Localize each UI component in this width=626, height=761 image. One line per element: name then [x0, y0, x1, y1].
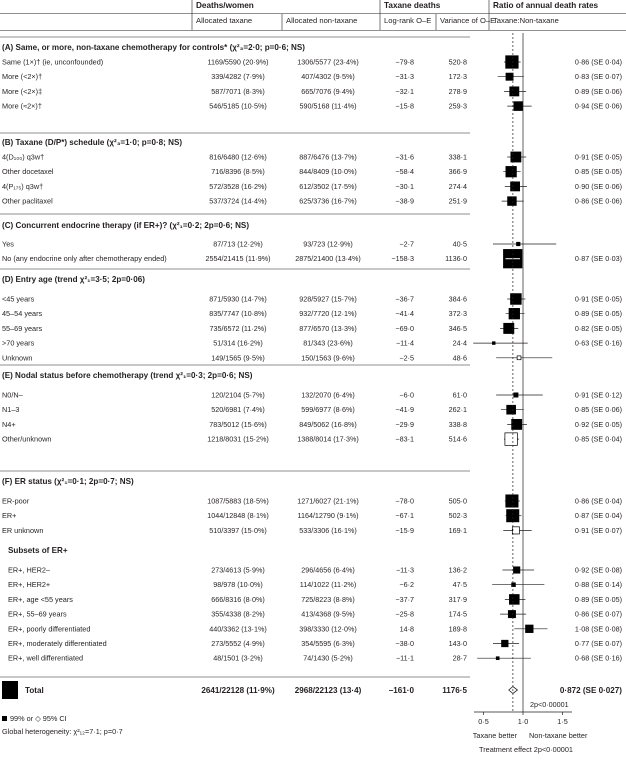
logrank-value: −41·9 — [395, 405, 414, 415]
total-legend-square — [2, 681, 18, 699]
row-label: More (≈2×)† — [2, 101, 42, 111]
logrank-value: −38·9 — [395, 196, 414, 206]
logrank-value: −38·0 — [395, 639, 414, 648]
taxane-value: 1169/5590 (20·9%) — [207, 57, 269, 67]
variance-value: 40·5 — [452, 239, 467, 249]
ratio-estimate: 0·86 (SE 0·04) — [574, 57, 622, 67]
row-label: 4(D₁₀₀) q3w† — [2, 152, 45, 162]
header-logrank: Log-rank O–E — [384, 16, 432, 25]
estimate-square — [502, 640, 509, 647]
row-label: Yes — [2, 239, 14, 249]
ratio-estimate: 0·94 (SE 0·06) — [574, 101, 622, 111]
variance-value: 1136·0 — [445, 254, 467, 264]
taxane-value: 783/5012 (15·6%) — [209, 419, 267, 429]
nontaxane-value: 1388/8014 (17·3%) — [297, 434, 359, 444]
logrank-value: −69·0 — [395, 323, 414, 333]
row-label: Other/unknown — [2, 434, 52, 444]
taxane-value: 572/3528 (16·2%) — [209, 181, 267, 191]
logrank-value: −41·4 — [395, 309, 414, 319]
x-tick-label: 1·0 — [517, 717, 529, 726]
estimate-square — [514, 393, 518, 397]
taxane-value: 666/8316 (8·0%) — [211, 594, 265, 604]
estimate-square — [506, 166, 517, 177]
taxane-value: 520/6981 (7·4%) — [211, 405, 265, 415]
variance-value: 366·9 — [448, 167, 467, 177]
header-taxane-deaths: Taxane deaths — [384, 1, 441, 10]
variance-value: 174·5 — [448, 609, 467, 619]
variance-value: 189·8 — [448, 624, 467, 634]
axis-right-label: Non-taxane better — [529, 731, 588, 740]
logrank-value: −78·0 — [395, 496, 414, 506]
total-logrank: −161·0 — [388, 686, 414, 695]
nontaxane-value: 725/8223 (8·8%) — [301, 594, 355, 604]
nontaxane-value: 398/3330 (12·0%) — [299, 624, 357, 634]
nontaxane-value: 354/5595 (6·3%) — [301, 639, 355, 648]
taxane-value: 1087/5883 (18·5%) — [207, 496, 269, 506]
variance-value: 520·8 — [448, 57, 467, 67]
row-label: ER+, poorly differentiated — [8, 624, 91, 634]
taxane-value: 835/7747 (10·8%) — [209, 309, 267, 319]
variance-value: 384·6 — [448, 294, 467, 304]
nontaxane-value: 407/4302 (9·5%) — [301, 72, 355, 82]
estimate-square — [512, 527, 519, 534]
estimate-square — [507, 510, 519, 522]
estimate-square — [514, 102, 523, 111]
estimate-square — [506, 495, 518, 507]
estimate-square — [504, 323, 514, 333]
logrank-value: −79·8 — [395, 57, 414, 67]
taxane-value: 149/1565 (9·5%) — [211, 353, 265, 363]
nontaxane-value: 849/5062 (16·8%) — [299, 419, 357, 429]
nontaxane-value: 887/6476 (13·7%) — [299, 152, 357, 162]
variance-value: 505·0 — [448, 496, 467, 506]
row-label: ER+ — [2, 511, 17, 521]
section-title: (F) ER status (χ²₁=0·1; 2p=0·7; NS) — [2, 477, 134, 486]
variance-value: 338·1 — [448, 152, 467, 162]
nontaxane-value: 932/7720 (12·1%) — [299, 309, 357, 319]
nontaxane-value: 74/1430 (5·2%) — [303, 653, 353, 663]
estimate-square — [511, 182, 520, 191]
taxane-value: 546/5185 (10·5%) — [209, 101, 267, 111]
variance-value: 514·6 — [448, 434, 467, 444]
row-label: Same (1×)† (ie, unconfounded) — [2, 57, 104, 67]
logrank-value: −2·5 — [399, 353, 414, 363]
taxane-value: 510/3397 (15·0%) — [209, 525, 267, 535]
row-label: Other paclitaxel — [2, 196, 53, 206]
estimate-square — [512, 419, 522, 429]
ratio-estimate: 0·91 (SE 0·05) — [574, 152, 622, 162]
variance-value: 143·0 — [448, 639, 467, 648]
nontaxane-value: 844/8409 (10·0%) — [299, 167, 357, 177]
logrank-value: −83·1 — [395, 434, 414, 444]
total-estimate: 0·872 (SE 0·027) — [559, 686, 622, 695]
estimate-square — [509, 594, 519, 604]
variance-value: 502·3 — [448, 511, 467, 521]
header-variance: Variance of O–E — [440, 16, 496, 25]
variance-value: 338·8 — [448, 419, 467, 429]
logrank-value: −15·8 — [395, 101, 414, 111]
estimate-square — [508, 610, 515, 617]
row-label: 55–69 years — [2, 323, 43, 333]
taxane-value: 735/6572 (11·2%) — [209, 323, 267, 333]
logrank-value: −11·1 — [395, 653, 414, 663]
header-ratio-sub: Taxane:Non-taxane — [493, 16, 559, 25]
ratio-estimate: 0·87 (SE 0·04) — [574, 511, 622, 521]
logrank-value: −158·3 — [391, 254, 414, 264]
nontaxane-value: 533/3306 (16·1%) — [299, 525, 357, 535]
taxane-value: 1044/12848 (8·1%) — [207, 511, 269, 521]
total-nontaxane: 2968/22123 (13·4) — [294, 686, 362, 695]
logrank-value: −6·0 — [399, 390, 414, 400]
section-title: (B) Taxane (D/P*) schedule (χ²₃=1·0; p=0·8; NS) — [2, 138, 183, 147]
row-label: N1–3 — [2, 405, 20, 415]
total-p-value: 2p<0·00001 — [530, 700, 569, 709]
x-tick-label: 0·5 — [478, 717, 489, 726]
nontaxane-value: 413/4368 (9·5%) — [301, 609, 355, 619]
estimate-square — [512, 583, 516, 587]
taxane-value: 2554/21415 (11·9%) — [205, 254, 271, 264]
header-deaths-women: Deaths/women — [196, 1, 254, 10]
nontaxane-value: 625/3736 (16·7%) — [299, 196, 357, 206]
variance-value: 48·6 — [452, 353, 467, 363]
legend-square — [2, 716, 7, 721]
axis-left-label: Taxane better — [472, 731, 517, 740]
row-label: Unknown — [2, 353, 33, 363]
estimate-square — [510, 294, 521, 305]
estimate-square — [506, 73, 513, 80]
taxane-value: 273/5552 (4·9%) — [211, 639, 265, 648]
estimate-square — [513, 567, 519, 573]
row-label: More (<2×)† — [2, 72, 43, 82]
ratio-estimate: 0·85 (SE 0·04) — [574, 434, 622, 444]
nontaxane-value: 114/1022 (11·2%) — [299, 580, 357, 590]
estimate-square — [506, 56, 519, 69]
nontaxane-value: 928/5927 (15·7%) — [299, 294, 357, 304]
estimate-square — [496, 657, 499, 660]
nontaxane-value: 665/7076 (9·4%) — [301, 86, 355, 96]
row-label: <45 years — [2, 294, 35, 304]
variance-value: 372·3 — [448, 309, 467, 319]
variance-value: 172·3 — [448, 72, 467, 82]
total-variance: 1176·5 — [442, 686, 467, 695]
variance-value: 317·9 — [448, 594, 467, 604]
ratio-estimate: 0·89 (SE 0·05) — [574, 594, 622, 604]
ratio-estimate: 0·86 (SE 0·06) — [574, 196, 622, 206]
ratio-estimate: 0·68 (SE 0·16) — [574, 653, 622, 663]
ratio-estimate: 0·86 (SE 0·07) — [574, 609, 622, 619]
variance-value: 24·4 — [452, 338, 467, 348]
ratio-estimate: 0·63 (SE 0·16) — [574, 338, 622, 348]
taxane-value: 816/6480 (12·6%) — [209, 152, 267, 162]
taxane-value: 51/314 (16·2%) — [213, 338, 263, 348]
logrank-value: −25·8 — [395, 609, 414, 619]
total-taxane: 2641/22128 (11·9%) — [201, 686, 275, 695]
estimate-square — [511, 152, 521, 162]
legend-heterogeneity: Global heterogeneity: χ²₁₂=7·1; p=0·7 — [2, 727, 123, 736]
estimate-square — [492, 342, 495, 345]
row-label: N4+ — [2, 419, 16, 429]
nontaxane-value: 590/5168 (11·4%) — [299, 101, 357, 111]
nontaxane-value: 2875/21400 (13·4%) — [295, 254, 361, 264]
ratio-estimate: 0·92 (SE 0·08) — [574, 565, 622, 575]
logrank-value: −36·7 — [395, 294, 414, 304]
nontaxane-value: 877/6570 (13·3%) — [299, 323, 357, 333]
ratio-estimate: 0·92 (SE 0·05) — [574, 419, 622, 429]
estimate-square — [517, 356, 521, 360]
row-label: ER+, HER2– — [8, 565, 50, 575]
row-label: More (<2×)‡ — [2, 86, 43, 96]
ratio-estimate: 0·82 (SE 0·05) — [574, 323, 622, 333]
row-label: ER+, age <55 years — [8, 594, 73, 604]
nontaxane-value: 296/4656 (6·4%) — [301, 565, 355, 575]
x-tick-label: 1·5 — [557, 717, 568, 726]
estimate-square — [507, 405, 516, 414]
header-ratio-title: Ratio of annual death rates — [493, 1, 599, 10]
logrank-value: −11·4 — [395, 338, 414, 348]
variance-value: 274·4 — [448, 181, 467, 191]
variance-value: 262·1 — [448, 405, 467, 415]
row-label: Other docetaxel — [2, 167, 54, 177]
variance-value: 61·0 — [452, 390, 467, 400]
logrank-value: −2·7 — [399, 239, 414, 249]
taxane-value: 716/8396 (8·5%) — [211, 167, 265, 177]
variance-value: 47·5 — [452, 580, 467, 590]
total-label: Total — [25, 686, 44, 695]
header-allocated-taxane: Allocated taxane — [196, 16, 253, 25]
logrank-value: −58·4 — [395, 167, 414, 177]
nontaxane-value: 132/2070 (6·4%) — [301, 390, 355, 400]
logrank-value: 14·8 — [399, 624, 414, 634]
row-label: ER+, moderately differentiated — [8, 639, 107, 648]
nontaxane-value: 81/343 (23·6%) — [303, 338, 353, 348]
taxane-value: 98/978 (10·0%) — [213, 580, 263, 590]
logrank-value: −15·9 — [395, 525, 414, 535]
taxane-value: 440/3362 (13·1%) — [209, 624, 267, 634]
ratio-estimate: 0·91 (SE 0·05) — [574, 294, 622, 304]
logrank-value: −32·1 — [395, 86, 414, 96]
nontaxane-value: 599/6977 (8·6%) — [301, 405, 355, 415]
estimate-square — [509, 308, 520, 319]
taxane-value: 87/713 (12·2%) — [213, 239, 263, 249]
row-label: ER+, HER2+ — [8, 580, 51, 590]
ratio-estimate: 1·08 (SE 0·08) — [574, 624, 622, 634]
taxane-value: 537/3724 (14·4%) — [209, 196, 267, 206]
ratio-estimate: 0·87 (SE 0·03) — [574, 254, 622, 264]
legend-ci: 99% or ◇ 95% CI — [10, 714, 67, 723]
variance-value: 28·7 — [452, 653, 467, 663]
variance-value: 278·9 — [448, 86, 467, 96]
ratio-estimate: 0·85 (SE 0·06) — [574, 405, 622, 415]
ratio-estimate: 0·89 (SE 0·06) — [574, 86, 622, 96]
ratio-estimate: 0·86 (SE 0·04) — [574, 496, 622, 506]
taxane-value: 587/7071 (8·3%) — [211, 86, 265, 96]
ratio-estimate: 0·77 (SE 0·07) — [574, 639, 622, 648]
row-label: N0/N– — [2, 390, 23, 400]
estimate-square — [517, 242, 521, 246]
taxane-value: 871/5930 (14·7%) — [209, 294, 267, 304]
forest-rows — [0, 37, 622, 736]
logrank-value: −37·7 — [395, 594, 414, 604]
logrank-value: −30·1 — [395, 181, 414, 191]
estimate-square — [510, 87, 519, 96]
forest-axis — [473, 33, 588, 754]
section-title: (D) Entry age (trend χ²₁=3·5; 2p=0·06) — [2, 275, 145, 284]
taxane-value: 355/4338 (8·2%) — [211, 609, 265, 619]
estimate-square — [505, 433, 517, 445]
row-label: No (any endocrine only after chemotherapy ended) — [2, 254, 167, 264]
nontaxane-value: 93/723 (12·9%) — [303, 239, 353, 249]
section-title: (E) Nodal status before chemotherapy (trend χ²₁=0·3; 2p=0·6; NS) — [2, 371, 253, 380]
ratio-estimate: 0·85 (SE 0·05) — [574, 167, 622, 177]
row-label: ER-poor — [2, 496, 30, 506]
nontaxane-value: 1306/5577 (23·4%) — [297, 57, 359, 67]
taxane-value: 273/4613 (5·9%) — [211, 565, 265, 575]
ratio-estimate: 0·88 (SE 0·14) — [574, 580, 622, 590]
row-label: ER unknown — [2, 525, 44, 535]
variance-value: 136·2 — [448, 565, 467, 575]
section-title: Subsets of ER+ — [8, 546, 68, 555]
row-label: 4(P₁₇₅) q3w† — [2, 181, 44, 191]
ratio-estimate: 0·89 (SE 0·05) — [574, 309, 622, 319]
taxane-value: 120/2104 (5·7%) — [211, 390, 265, 400]
estimate-square — [508, 197, 517, 206]
nontaxane-value: 1271/6027 (21·1%) — [297, 496, 359, 506]
ratio-estimate: 0·83 (SE 0·07) — [574, 72, 622, 82]
ratio-estimate: 0·91 (SE 0·12) — [574, 390, 622, 400]
taxane-value: 1218/8031 (15·2%) — [207, 434, 269, 444]
row-label: ER+, well differentiated — [8, 653, 84, 663]
nontaxane-value: 150/1563 (9·6%) — [301, 353, 355, 363]
taxane-value: 339/4282 (7·9%) — [211, 72, 265, 82]
logrank-value: −6·2 — [399, 580, 414, 590]
section-title: (A) Same, or more, non-taxane chemotherapy for controls* (χ²₃=2·0; p=0·6; NS) — [2, 43, 305, 52]
logrank-value: −11·3 — [395, 565, 414, 575]
variance-value: 259·3 — [448, 101, 467, 111]
nontaxane-value: 1164/12790 (9·1%) — [297, 511, 359, 521]
variance-value: 346·5 — [448, 323, 467, 333]
header-allocated-nontaxane: Allocated non-taxane — [286, 16, 358, 25]
variance-value: 169·1 — [448, 525, 467, 535]
taxane-value: 48/1501 (3·2%) — [213, 653, 263, 663]
ratio-estimate: 0·90 (SE 0·06) — [574, 181, 622, 191]
logrank-value: −31·3 — [395, 72, 414, 82]
logrank-value: −29·9 — [395, 419, 414, 429]
logrank-value: −67·1 — [395, 511, 414, 521]
section-title: (C) Concurrent endocrine therapy (if ER+)? (χ²₁=0·2; 2p=0·6; NS) — [2, 221, 250, 230]
axis-effect-label: Treatment effect 2p<0·00001 — [479, 745, 573, 754]
ratio-estimate: 0·91 (SE 0·07) — [574, 525, 622, 535]
logrank-value: −31·6 — [395, 152, 414, 162]
estimate-square — [526, 625, 534, 633]
row-label: 45–54 years — [2, 309, 43, 319]
nontaxane-value: 612/3502 (17·5%) — [299, 181, 357, 191]
row-label: >70 years — [2, 338, 35, 348]
row-label: ER+, 55–69 years — [8, 609, 67, 619]
variance-value: 251·9 — [448, 196, 467, 206]
